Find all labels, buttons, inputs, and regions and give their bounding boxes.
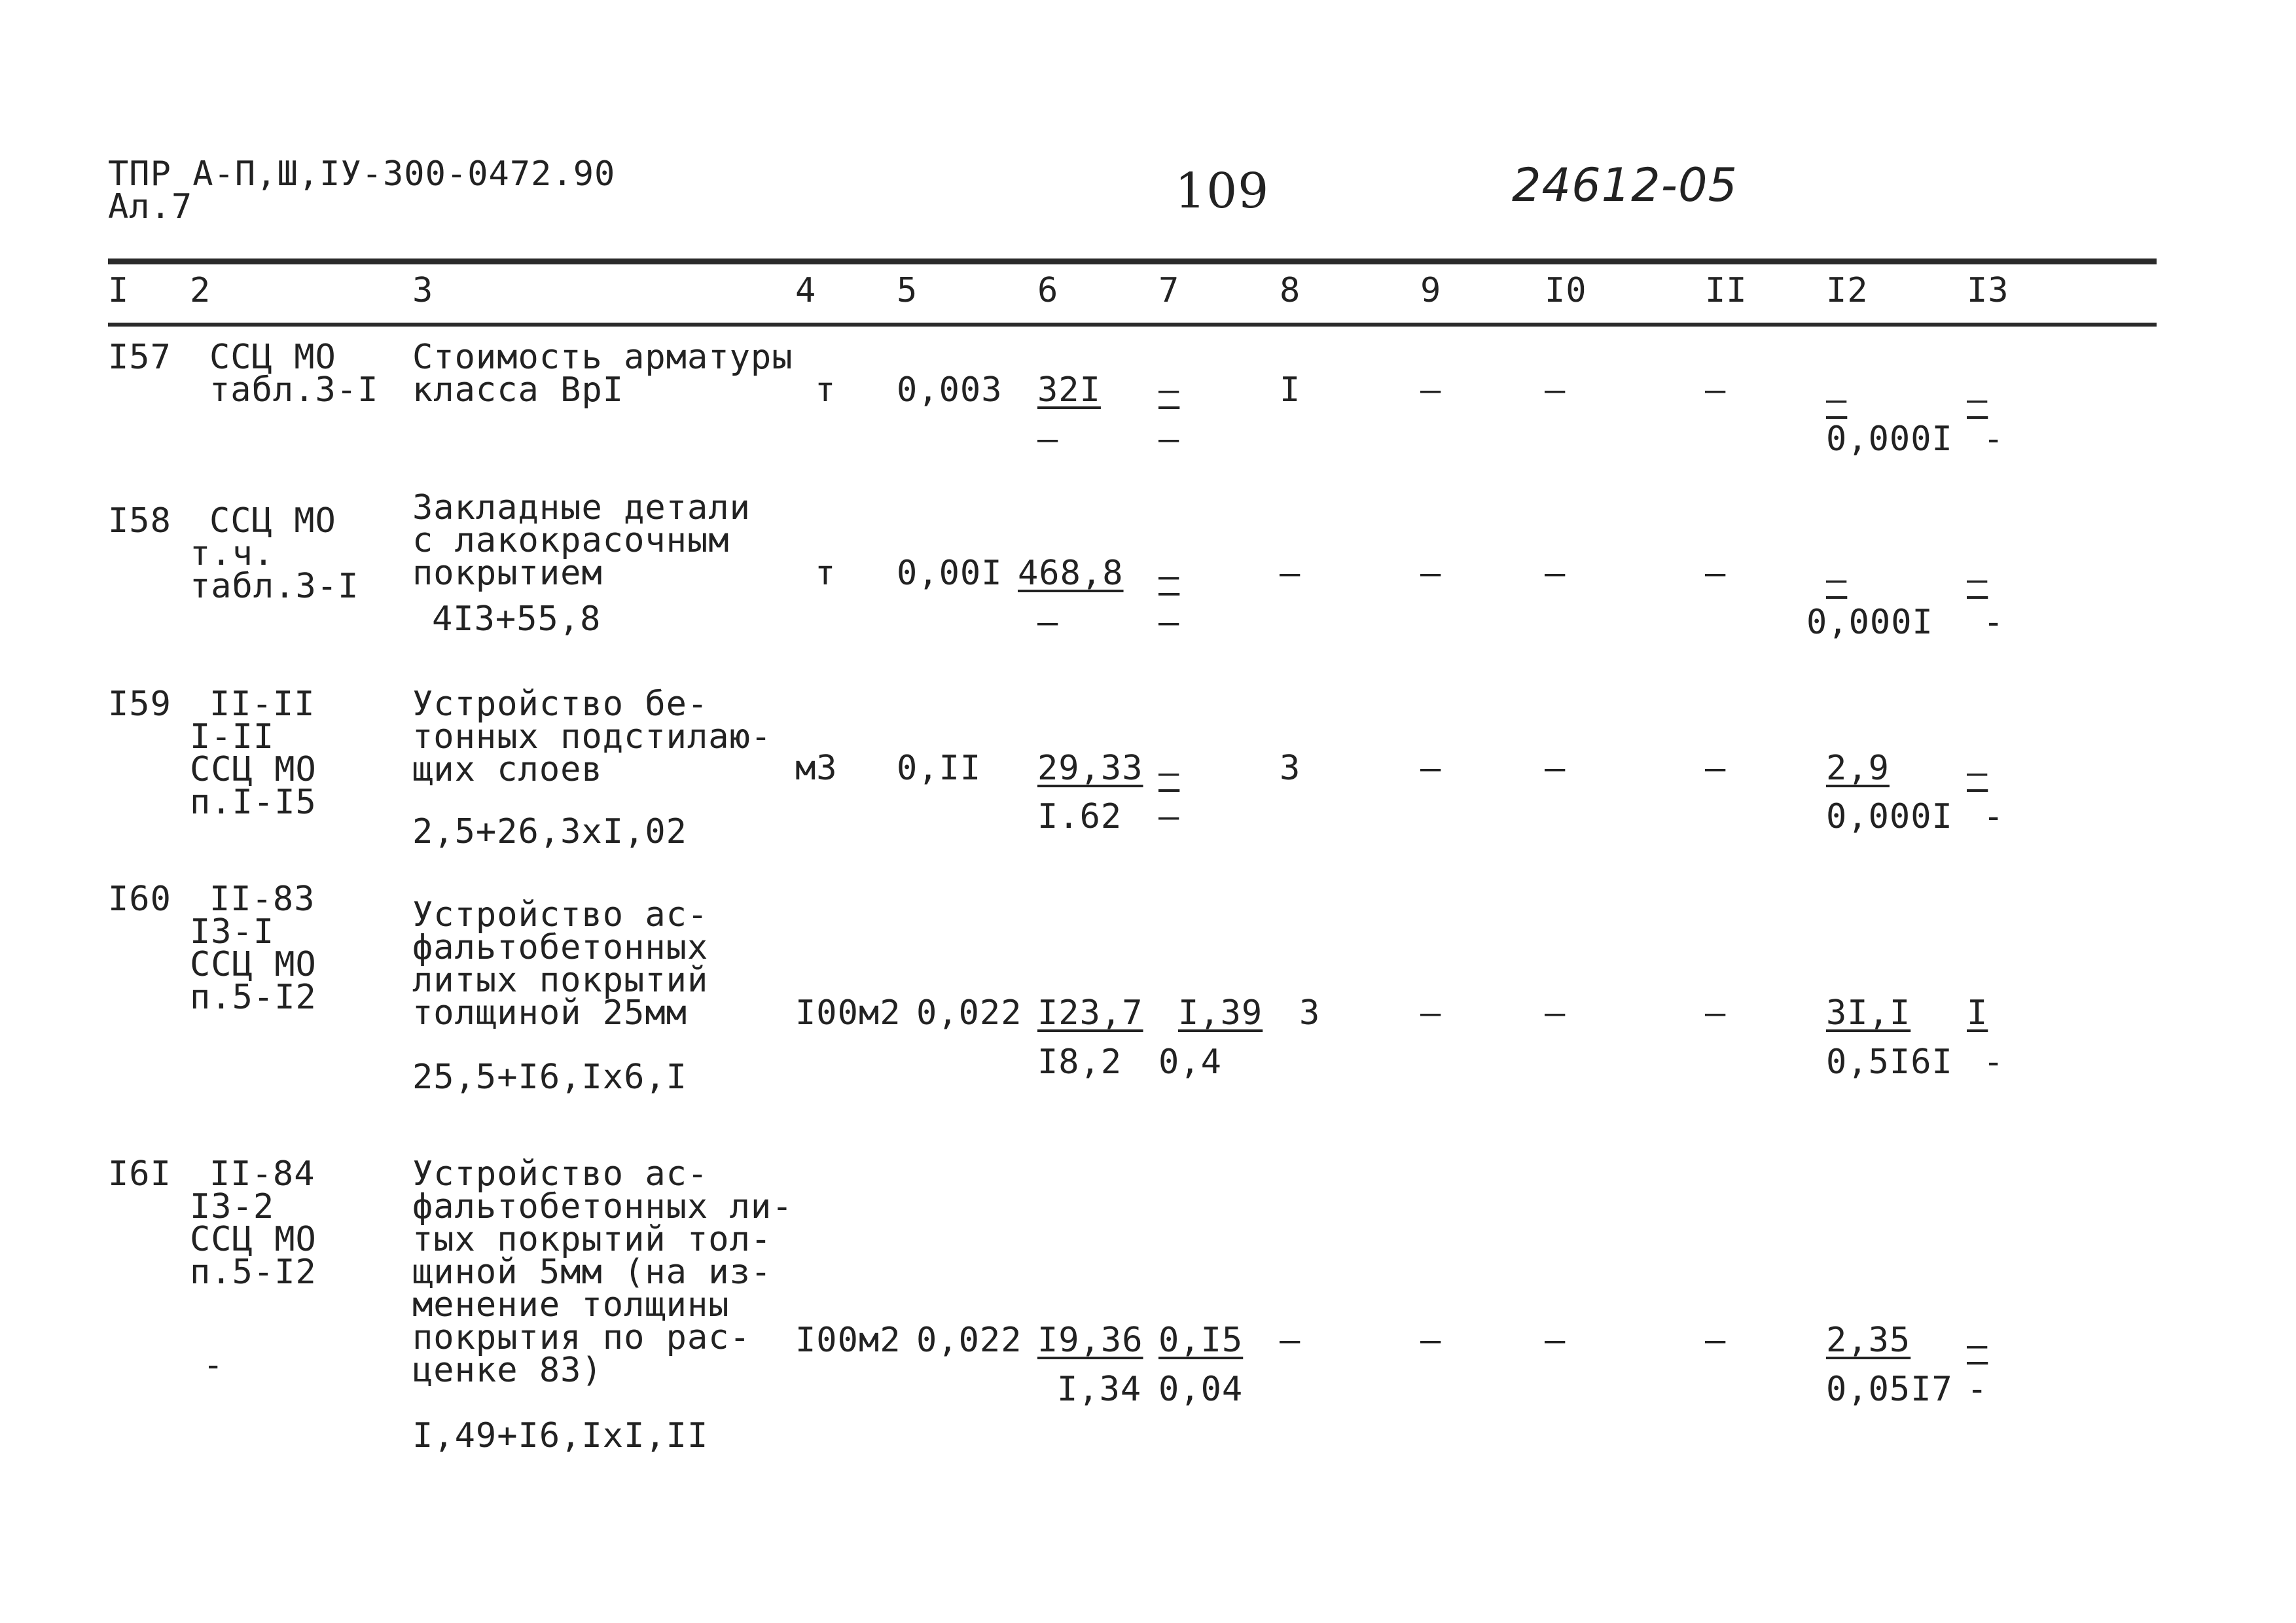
total-bottom: - (1983, 797, 2005, 836)
value: – (1420, 1321, 1442, 1360)
total-top: – (1967, 560, 1988, 599)
cost-top: – (1158, 557, 1180, 596)
total-top: – (1967, 380, 1988, 419)
column-header: 3 (412, 271, 434, 310)
norm-code: - (203, 1346, 224, 1385)
work-description: толщиной 25мм (412, 993, 687, 1033)
table-top-rule (108, 259, 2157, 264)
work-description: менение толщины (412, 1285, 730, 1325)
value: – (1420, 993, 1442, 1033)
norm-code: табл.3-I (190, 567, 359, 606)
value: – (1705, 993, 1727, 1033)
quantity: 0,003 (897, 370, 1003, 410)
total-top: – (1967, 1326, 1988, 1365)
cost-bottom: 0,04 (1158, 1370, 1244, 1409)
column-header: 4 (795, 271, 817, 310)
row-number: I60 (108, 880, 171, 919)
total-bottom: 0,5I6I (1826, 1043, 1953, 1082)
column-header: II (1705, 271, 1748, 310)
norm-code: табл.3-I (209, 370, 379, 410)
work-description: щих слоев (412, 750, 603, 789)
norm-code: п.5-I2 (190, 1253, 317, 1292)
cost-bottom: – (1037, 603, 1059, 642)
value: – (1705, 554, 1727, 593)
work-description: тых покрытий тол- (412, 1220, 772, 1259)
value: I (1280, 370, 1301, 410)
cost-top: 0,I5 (1158, 1321, 1244, 1360)
quantity: 0,022 (916, 993, 1022, 1033)
work-description: фальтобетонных ли- (412, 1187, 793, 1226)
column-header: 6 (1037, 271, 1059, 310)
cost-bottom: – (1158, 419, 1180, 459)
work-description: Устройство ас- (412, 1154, 709, 1194)
work-description: покрытием (412, 554, 603, 593)
column-header: I0 (1545, 271, 1587, 310)
norm-code: II-84 (209, 1154, 315, 1194)
norm-code: I3-I (190, 912, 275, 952)
column-header: 8 (1280, 271, 1301, 310)
norm-code: ССЦ МО (190, 945, 317, 984)
cost-bottom: 0,4 (1158, 1043, 1222, 1082)
value: – (1420, 370, 1442, 410)
total-bottom: - (1983, 419, 2005, 459)
work-description: литых покрытий (412, 961, 709, 1000)
norm-code: ССЦ МО (209, 338, 336, 377)
column-header: 2 (190, 271, 211, 310)
calculation: 25,5+I6,Iх6,I (412, 1058, 687, 1097)
value: – (1280, 1321, 1301, 1360)
calculation: 4I3+55,8 (432, 599, 601, 639)
total-bottom: - (1967, 1370, 1988, 1409)
total-bottom: 0,000I (1826, 797, 1953, 836)
norm-code: II-83 (209, 880, 315, 919)
value: – (1705, 749, 1727, 788)
work-description: щиной 5мм (на из- (412, 1253, 772, 1292)
value: 3 (1299, 993, 1321, 1033)
total-top: 2,9 (1826, 749, 1890, 788)
column-header: I (108, 271, 130, 310)
total-bottom: 0,000I (1806, 603, 1933, 642)
cost-bottom: – (1037, 419, 1059, 459)
unit: м3 (795, 749, 838, 788)
unit: т (815, 554, 836, 593)
cost-bottom: I,34 (1057, 1370, 1142, 1409)
total-top: – (1826, 380, 1848, 419)
quantity: 0,II (897, 749, 982, 788)
norm-code: ССЦ МО (190, 1220, 317, 1259)
column-header: 9 (1420, 271, 1442, 310)
total-top: – (1826, 560, 1848, 599)
cost-top: I,39 (1178, 993, 1263, 1033)
work-description: класса ВрI (412, 370, 624, 410)
cost-bottom: – (1158, 603, 1180, 642)
value: – (1545, 370, 1566, 410)
table-header-rule (108, 323, 2157, 327)
column-header: 5 (897, 271, 918, 310)
work-description: покрытия по рас- (412, 1318, 751, 1357)
norm-code: ССЦ МО (190, 750, 317, 789)
norm-code: т.ч. (190, 534, 275, 573)
norm-code: ССЦ МО (209, 501, 336, 541)
total-top: 3I,I (1826, 993, 1911, 1033)
value: – (1420, 554, 1442, 593)
work-description: Устройство бе- (412, 685, 709, 724)
cost-bottom: – (1158, 797, 1180, 836)
value: 3 (1280, 749, 1301, 788)
work-description: с лакокрасочным (412, 521, 730, 560)
total-bottom: - (1983, 603, 2005, 642)
norm-code: II-II (209, 685, 315, 724)
unit: I00м2 (795, 1321, 901, 1360)
cost-top: – (1158, 370, 1180, 410)
cost-top: 32I (1037, 370, 1101, 410)
document-code: ТПР А-П,Ш,IУ-300-0472.90 (108, 154, 616, 194)
value: – (1705, 370, 1727, 410)
value: – (1420, 749, 1442, 788)
value: – (1545, 993, 1566, 1033)
work-description: ценке 83) (412, 1351, 603, 1390)
work-description: фальтобетонных (412, 928, 709, 967)
work-description: Закладные детали (412, 488, 751, 527)
cost-bottom: I8,2 (1037, 1043, 1122, 1082)
work-description: Стоимость арматуры (412, 338, 793, 377)
value: – (1280, 554, 1301, 593)
row-number: I6I (108, 1154, 171, 1194)
document-number: 24612-05 (1512, 158, 1738, 212)
cost-top: – (1158, 753, 1180, 793)
norm-code: I3-2 (190, 1187, 275, 1226)
total-top: – (1967, 753, 1988, 793)
column-header: I2 (1826, 271, 1869, 310)
cost-top: 468,8 (1018, 554, 1124, 593)
value: – (1545, 554, 1566, 593)
unit: I00м2 (795, 993, 901, 1033)
norm-code: I-II (190, 717, 275, 757)
quantity: 0,022 (916, 1321, 1022, 1360)
work-description: тонных подстилаю- (412, 717, 772, 757)
value: – (1545, 1321, 1566, 1360)
cost-top: I23,7 (1037, 993, 1143, 1033)
row-number: I59 (108, 685, 171, 724)
column-header: 7 (1158, 271, 1180, 310)
unit: т (815, 370, 836, 410)
total-bottom: - (1983, 1043, 2005, 1082)
total-top: 2,35 (1826, 1321, 1911, 1360)
work-description: Устройство ас- (412, 895, 709, 935)
page-number: 109 (1175, 163, 1270, 219)
cost-top: I9,36 (1037, 1321, 1143, 1360)
norm-code: п.5-I2 (190, 978, 317, 1017)
total-bottom: 0,000I (1826, 419, 1953, 459)
row-number: I57 (108, 338, 171, 377)
column-header: I3 (1967, 271, 2009, 310)
cost-bottom: I.62 (1037, 797, 1122, 836)
cost-top: 29,33 (1037, 749, 1143, 788)
quantity: 0,00I (897, 554, 1003, 593)
calculation: I,49+I6,IхI,II (412, 1416, 709, 1455)
value: – (1705, 1321, 1727, 1360)
row-number: I58 (108, 501, 171, 541)
total-bottom: 0,05I7 (1826, 1370, 1953, 1409)
total-top: I (1967, 993, 1988, 1033)
calculation: 2,5+26,3хI,02 (412, 812, 687, 851)
norm-code: п.I-I5 (190, 783, 317, 822)
sheet-label: Ал.7 (108, 187, 193, 226)
value: – (1545, 749, 1566, 788)
